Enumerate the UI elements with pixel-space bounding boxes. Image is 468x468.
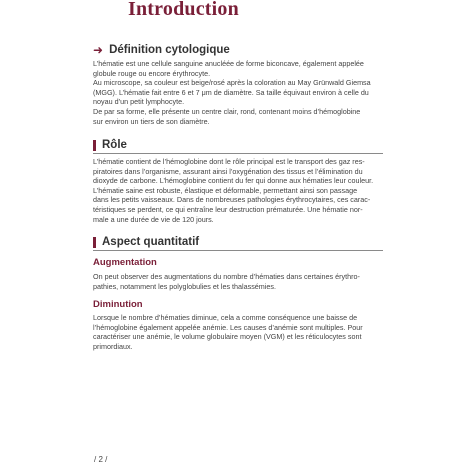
text-line: pathies, notamment les polyglobulies et les thalassémies.	[93, 281, 276, 291]
augmentation-paragraph	[93, 272, 383, 291]
role-paragraph	[93, 157, 383, 224]
section-divider	[93, 250, 383, 251]
section-divider	[93, 153, 383, 154]
diminution-heading: Diminution	[93, 299, 143, 310]
text-line: sur environ un tiers de son diamètre.	[93, 116, 210, 126]
role-heading-text: Rôle	[102, 139, 127, 151]
text-line: dioxyde de carbone. L’hémoglobine contient du fer qui donne aux hématies leur couleur.	[93, 176, 374, 186]
role-heading	[93, 139, 383, 151]
arrow-right-icon: ➜	[93, 43, 104, 57]
diminution-paragraph	[93, 313, 383, 351]
text-line: dans les petits vaisseaux. Dans de nombreuses pathologies érythrocytaires, ces carac-	[93, 195, 371, 205]
text-line: piratoires dans l’organisme, assurant ainsi l’oxygénation des tissus et l’élimination du	[93, 166, 363, 176]
text-line: primordiaux.	[93, 341, 133, 351]
text-line: l’hémoglobine également appelée anémie. Les causes d’anémie sont multiples. Pour	[93, 322, 363, 332]
page-title: Introduction	[128, 0, 239, 20]
section-bar-icon	[93, 237, 96, 248]
text-line: L’hématie contient de l’hémoglobine dont le rôle principal est le transport des gaz res-	[93, 157, 365, 166]
text-line: L’hématie saine est robuste, élastique et déformable, permettant ainsi son passage	[93, 185, 358, 195]
text-line: Au microscope, sa couleur est beige/rosé après la coloration au May Grünwald Giemsa	[93, 78, 371, 88]
quantitatif-heading	[93, 236, 383, 248]
text-line: (MGG). L’hématie fait entre 6 et 7 μm de diamètre. Sa taille équivaut environ à celle du	[93, 87, 369, 97]
page-number: / 2 /	[94, 455, 108, 464]
definition-heading-text: Définition cytologique	[109, 44, 230, 56]
definition-paragraph	[93, 59, 383, 126]
quantitatif-heading-text: Aspect quantitatif	[102, 236, 200, 248]
text-line: globule rouge ou encore érythrocyte.	[93, 68, 211, 78]
text-line: téristiques se perdent, ce qui entraîne leur destruction prématurée. Une hématie nor-	[93, 204, 363, 214]
text-line: De par sa forme, elle présente un centre clair, rond, contenant moins d’hémoglobine	[93, 106, 361, 116]
section-bar-icon	[93, 140, 96, 151]
definition-heading	[93, 44, 230, 56]
text-line: male a une durée de vie de 120 jours.	[93, 214, 214, 224]
augmentation-heading: Augmentation	[93, 257, 157, 268]
text-line: caractériser une anémie, le volume globulaire moyen (VGM) et les réticulocytes sont	[93, 332, 362, 342]
text-line: On peut observer des augmentations du nombre d’hématies dans certaines érythro-	[93, 272, 360, 281]
text-line: noyau d’un petit lymphocyte.	[93, 97, 185, 107]
text-line: L’hématie est une cellule sanguine anucléée de forme biconcave, également appelée	[93, 59, 364, 68]
text-line: Lorsque le nombre d’hématies diminue, cela a comme conséquence une baisse de	[93, 313, 358, 322]
